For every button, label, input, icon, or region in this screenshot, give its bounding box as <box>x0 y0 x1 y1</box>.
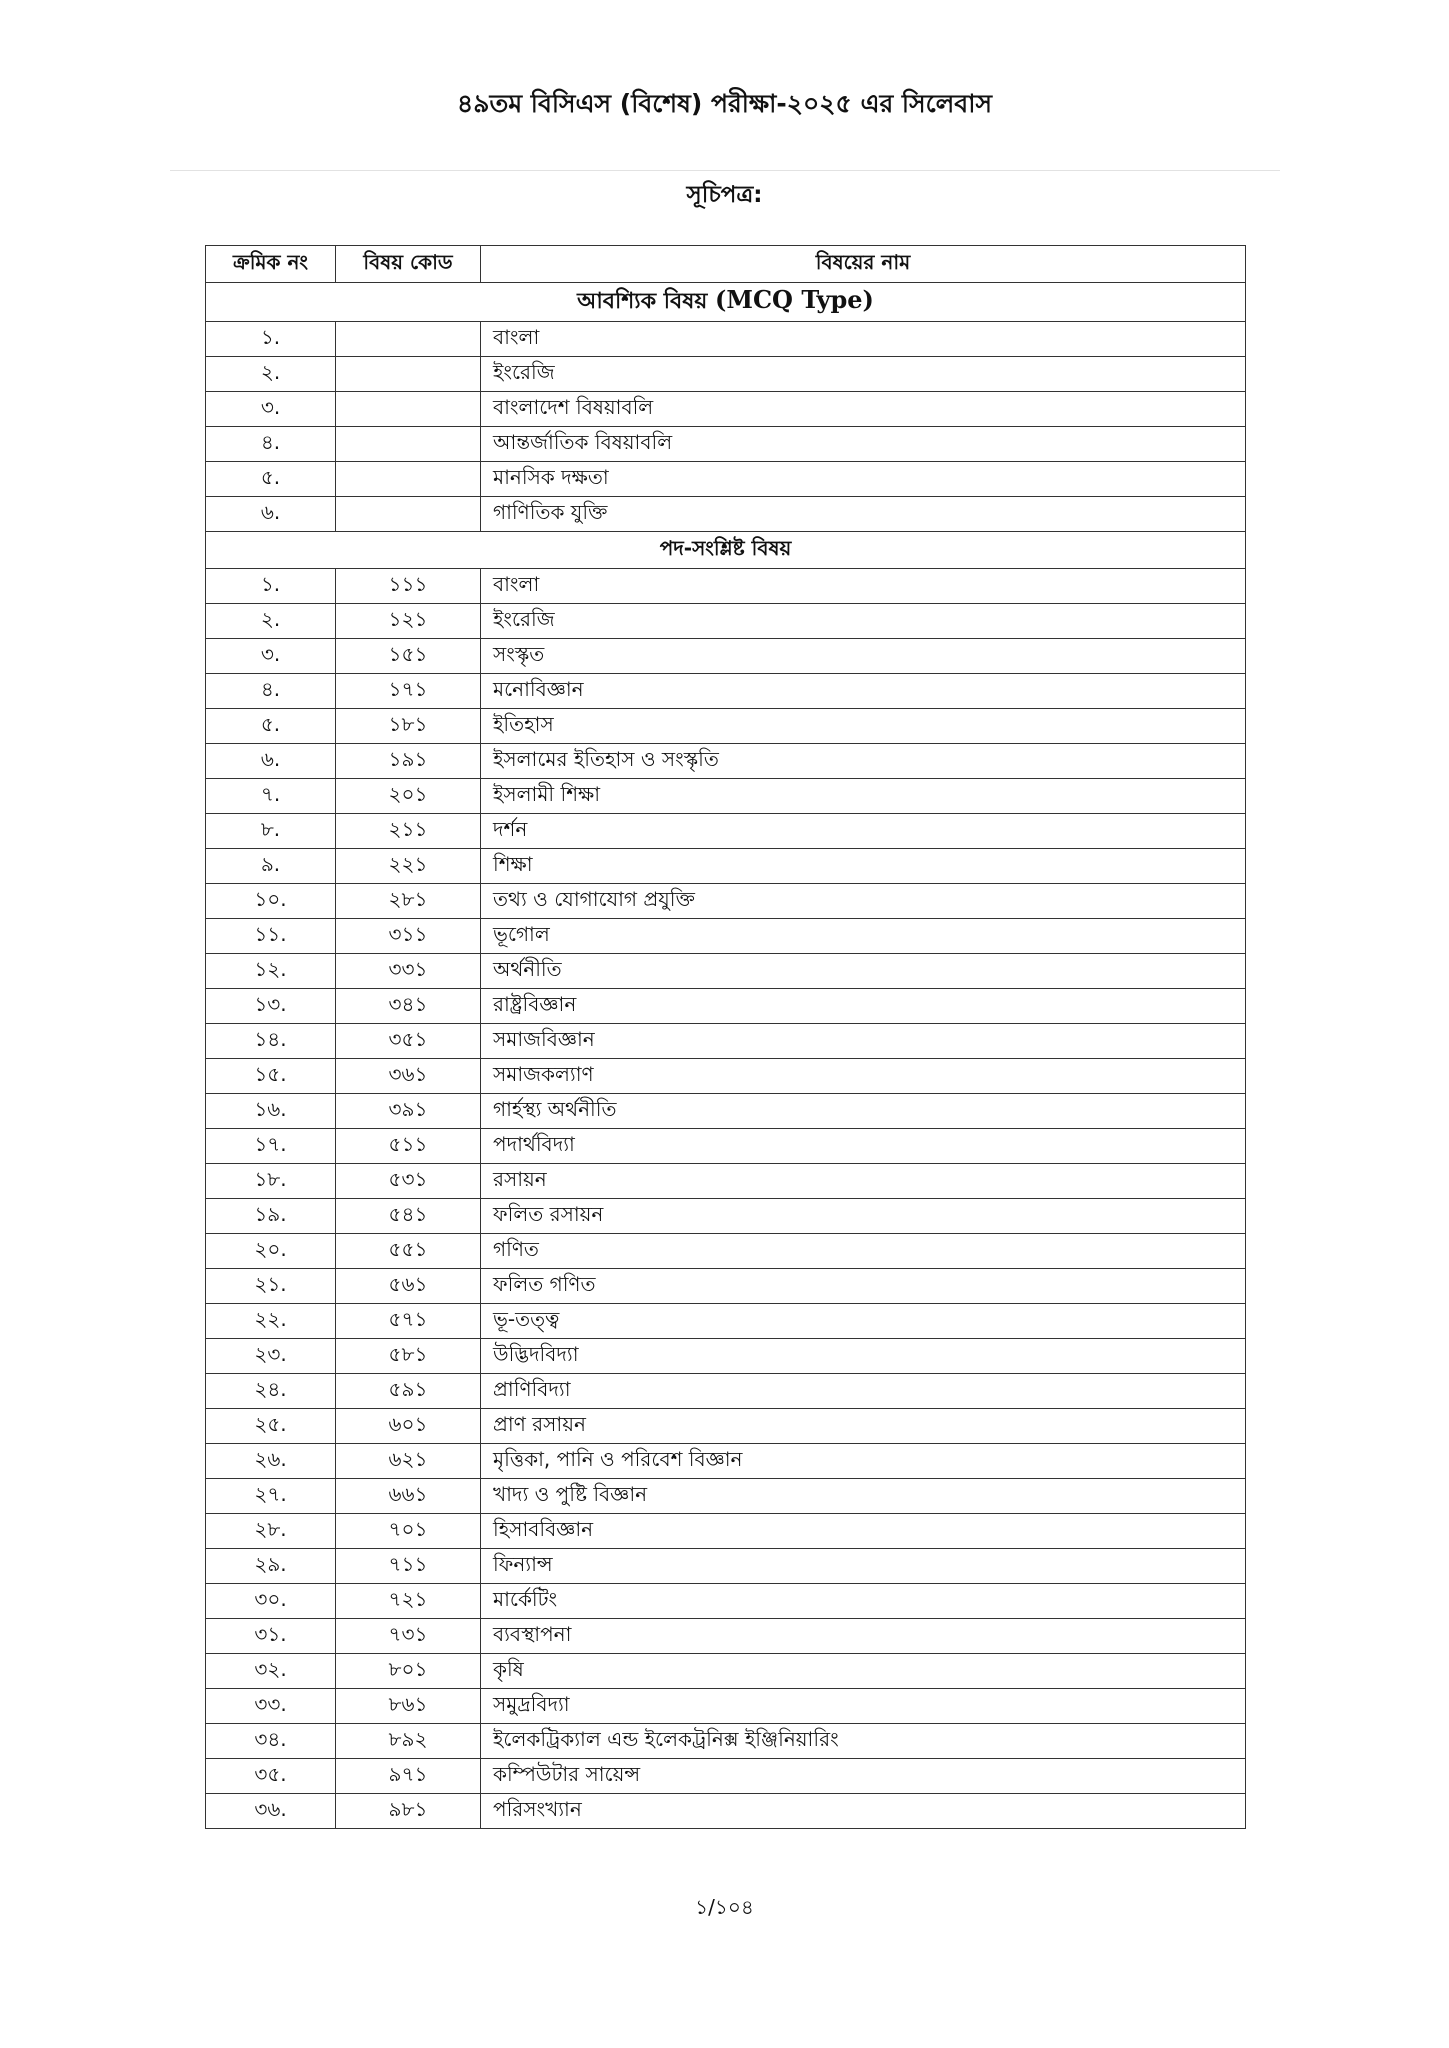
serial-cell: ২২. <box>206 1304 336 1339</box>
subject-name-cell: প্রাণ রসায়ন <box>481 1409 1246 1444</box>
subject-name-cell: বাংলা <box>481 322 1246 357</box>
serial-cell: ৩৬. <box>206 1794 336 1829</box>
subject-name-cell: খাদ্য ও পুষ্টি বিজ্ঞান <box>481 1479 1246 1514</box>
table-row <box>206 989 1246 1024</box>
table-row <box>206 1339 1246 1374</box>
table-row <box>206 1059 1246 1094</box>
code-cell: ১৯১ <box>336 744 481 779</box>
serial-cell: ৬. <box>206 744 336 779</box>
serial-cell: ৬. <box>206 497 336 532</box>
subject-name-cell: শিক্ষা <box>481 849 1246 884</box>
serial-cell: ৪. <box>206 427 336 462</box>
subject-name-cell: সমাজবিজ্ঞান <box>481 1024 1246 1059</box>
subject-name-cell: রাষ্ট্রবিজ্ঞান <box>481 989 1246 1024</box>
column-header-code: বিষয় কোড <box>336 246 481 283</box>
subject-name-cell: অর্থনীতি <box>481 954 1246 989</box>
serial-cell: ১৬. <box>206 1094 336 1129</box>
table-row <box>206 427 1246 462</box>
table-row <box>206 1794 1246 1829</box>
subject-name-cell: ইংরেজি <box>481 357 1246 392</box>
table-row <box>206 604 1246 639</box>
code-cell: ১২১ <box>336 604 481 639</box>
code-cell: ৩৯১ <box>336 1094 481 1129</box>
section-title <box>206 532 1246 569</box>
serial-cell: ২৬. <box>206 1444 336 1479</box>
serial-cell: ১৫. <box>206 1059 336 1094</box>
serial-cell: ৩. <box>206 392 336 427</box>
subject-name-cell: ইসলামী শিক্ষা <box>481 779 1246 814</box>
serial-cell: ১১. <box>206 919 336 954</box>
serial-cell: ৪. <box>206 674 336 709</box>
serial-cell: ২. <box>206 604 336 639</box>
table-row <box>206 1129 1246 1164</box>
subject-name-cell: মৃত্তিকা, পানি ও পরিবেশ বিজ্ঞান <box>481 1444 1246 1479</box>
section-title <box>206 283 1246 322</box>
table-row <box>206 919 1246 954</box>
code-cell: ৫৭১ <box>336 1304 481 1339</box>
serial-cell: ১৩. <box>206 989 336 1024</box>
serial-cell: ৩২. <box>206 1654 336 1689</box>
section-title-bn: পদ-সংশ্লিষ্ট বিষয় <box>659 535 792 560</box>
subject-name-cell: ব্যবস্থাপনা <box>481 1619 1246 1654</box>
table-row <box>206 1514 1246 1549</box>
section-header-row <box>206 532 1246 569</box>
subject-name-cell: পদার্থবিদ্যা <box>481 1129 1246 1164</box>
subject-name-cell: বাংলা <box>481 569 1246 604</box>
code-cell: ৫৫১ <box>336 1234 481 1269</box>
code-cell: ৩৪১ <box>336 989 481 1024</box>
table-row <box>206 1724 1246 1759</box>
serial-cell: ৭. <box>206 779 336 814</box>
code-cell: ৯৮১ <box>336 1794 481 1829</box>
subject-name-cell: সমুদ্রবিদ্যা <box>481 1689 1246 1724</box>
code-cell: ৬০১ <box>336 1409 481 1444</box>
header-divider <box>170 170 1280 171</box>
serial-cell: ২৩. <box>206 1339 336 1374</box>
column-header-serial: ক্রমিক নং <box>206 246 336 283</box>
table-row <box>206 849 1246 884</box>
table-row <box>206 709 1246 744</box>
serial-cell: ৫. <box>206 462 336 497</box>
code-cell <box>336 427 481 462</box>
serial-cell: ৩৩. <box>206 1689 336 1724</box>
subject-name-cell: কম্পিউটার সায়েন্স <box>481 1759 1246 1794</box>
serial-cell: ৮. <box>206 814 336 849</box>
subject-name-cell: ফলিত রসায়ন <box>481 1199 1246 1234</box>
table-row <box>206 1234 1246 1269</box>
code-cell: ৫৪১ <box>336 1199 481 1234</box>
subject-name-cell: গার্হস্থ্য অর্থনীতি <box>481 1094 1246 1129</box>
table-row <box>206 1619 1246 1654</box>
table-body <box>206 283 1246 1829</box>
subject-name-cell: ইতিহাস <box>481 709 1246 744</box>
table-row <box>206 1689 1246 1724</box>
table-row <box>206 884 1246 919</box>
code-cell: ২৮১ <box>336 884 481 919</box>
subject-name-cell: হিসাববিজ্ঞান <box>481 1514 1246 1549</box>
subject-name-cell: তথ্য ও যোগাযোগ প্রযুক্তি <box>481 884 1246 919</box>
code-cell <box>336 462 481 497</box>
table-row <box>206 1479 1246 1514</box>
table-row <box>206 1094 1246 1129</box>
serial-cell: ১৮. <box>206 1164 336 1199</box>
table-row <box>206 569 1246 604</box>
code-cell <box>336 392 481 427</box>
table-row <box>206 357 1246 392</box>
subject-name-cell: সমাজকল্যাণ <box>481 1059 1246 1094</box>
code-cell: ১১১ <box>336 569 481 604</box>
table-row <box>206 674 1246 709</box>
subject-name-cell: পরিসংখ্যান <box>481 1794 1246 1829</box>
code-cell: ৩৬১ <box>336 1059 481 1094</box>
serial-cell: ৩৪. <box>206 1724 336 1759</box>
section-title-bn: আবশ্যিক বিষয় <box>577 288 716 314</box>
serial-cell: ২৯. <box>206 1549 336 1584</box>
subject-name-cell: মানসিক দক্ষতা <box>481 462 1246 497</box>
toc-heading: সূচিপত্র: <box>686 182 763 208</box>
table-row <box>206 1409 1246 1444</box>
serial-cell: ১. <box>206 322 336 357</box>
table-row <box>206 497 1246 532</box>
code-cell <box>336 322 481 357</box>
subject-name-cell: ফলিত গণিত <box>481 1269 1246 1304</box>
subject-name-cell: রসায়ন <box>481 1164 1246 1199</box>
serial-cell: ৩০. <box>206 1584 336 1619</box>
serial-cell: ১৭. <box>206 1129 336 1164</box>
code-cell: ৮৬১ <box>336 1689 481 1724</box>
serial-cell: ১৯. <box>206 1199 336 1234</box>
table-row <box>206 1549 1246 1584</box>
subject-name-cell: ইলেকট্রিক্যাল এন্ড ইলেকট্রনিক্স ইঞ্জিনিয়ারিং <box>481 1724 1246 1759</box>
code-cell: ৮৯২ <box>336 1724 481 1759</box>
subject-name-cell: আন্তর্জাতিক বিষয়াবলি <box>481 427 1246 462</box>
code-cell: ৫৩১ <box>336 1164 481 1199</box>
serial-cell: ২৭. <box>206 1479 336 1514</box>
table-row <box>206 954 1246 989</box>
subject-name-cell: গাণিতিক যুক্তি <box>481 497 1246 532</box>
subject-name-cell: উদ্ভিদবিদ্যা <box>481 1339 1246 1374</box>
code-cell: ৭৩১ <box>336 1619 481 1654</box>
code-cell <box>336 497 481 532</box>
subject-name-cell: মনোবিজ্ঞান <box>481 674 1246 709</box>
code-cell: ১৭১ <box>336 674 481 709</box>
serial-cell: ১২. <box>206 954 336 989</box>
serial-cell: ২৪. <box>206 1374 336 1409</box>
table-row <box>206 779 1246 814</box>
table-row <box>206 1024 1246 1059</box>
section-title-en: (MCQ Type) <box>715 284 874 314</box>
table-row <box>206 1444 1246 1479</box>
subject-name-cell: ইসলামের ইতিহাস ও সংস্কৃতি <box>481 744 1246 779</box>
code-cell: ২২১ <box>336 849 481 884</box>
code-cell: ২০১ <box>336 779 481 814</box>
serial-cell: ১০. <box>206 884 336 919</box>
code-cell: ৬২১ <box>336 1444 481 1479</box>
code-cell <box>336 357 481 392</box>
code-cell: ৩৩১ <box>336 954 481 989</box>
code-cell: ৯৭১ <box>336 1759 481 1794</box>
code-cell: ৭২১ <box>336 1584 481 1619</box>
serial-cell: ৩১. <box>206 1619 336 1654</box>
table-row <box>206 392 1246 427</box>
document-title: ৪৯তম বিসিএস (বিশেষ) পরীক্ষা-২০২৫ এর সিলেবাস <box>457 89 992 118</box>
subject-name-cell: কৃষি <box>481 1654 1246 1689</box>
subject-name-cell: ভূ-তত্ত্ব <box>481 1304 1246 1339</box>
column-header-name: বিষয়ের নাম <box>481 246 1246 283</box>
table-row <box>206 1164 1246 1199</box>
section-header-row <box>206 283 1246 322</box>
code-cell: ৭০১ <box>336 1514 481 1549</box>
subject-name-cell: ফিন্যান্স <box>481 1549 1246 1584</box>
code-cell: ৮০১ <box>336 1654 481 1689</box>
serial-cell: ২. <box>206 357 336 392</box>
subject-name-cell: ভূগোল <box>481 919 1246 954</box>
code-cell: ১৫১ <box>336 639 481 674</box>
serial-cell: ২৫. <box>206 1409 336 1444</box>
code-cell: ৫৬১ <box>336 1269 481 1304</box>
serial-cell: ২৮. <box>206 1514 336 1549</box>
code-cell: ৫৮১ <box>336 1339 481 1374</box>
subject-name-cell: ইংরেজি <box>481 604 1246 639</box>
table-row <box>206 1654 1246 1689</box>
subject-name-cell: মার্কেটিং <box>481 1584 1246 1619</box>
table-row <box>206 1374 1246 1409</box>
table-header-row <box>206 246 1246 283</box>
serial-cell: ২০. <box>206 1234 336 1269</box>
serial-cell: ১৪. <box>206 1024 336 1059</box>
table-row <box>206 1304 1246 1339</box>
subject-name-cell: সংস্কৃত <box>481 639 1246 674</box>
table-row <box>206 322 1246 357</box>
code-cell: ১৮১ <box>336 709 481 744</box>
serial-cell: ১. <box>206 569 336 604</box>
code-cell: ৫১১ <box>336 1129 481 1164</box>
code-cell: ৩৫১ <box>336 1024 481 1059</box>
serial-cell: ৩৫. <box>206 1759 336 1794</box>
serial-cell: ৫. <box>206 709 336 744</box>
table-row <box>206 814 1246 849</box>
subject-name-cell: দর্শন <box>481 814 1246 849</box>
subject-name-cell: গণিত <box>481 1234 1246 1269</box>
table-row <box>206 639 1246 674</box>
table-row <box>206 744 1246 779</box>
table-row <box>206 1584 1246 1619</box>
subject-name-cell: বাংলাদেশ বিষয়াবলি <box>481 392 1246 427</box>
table-row <box>206 1199 1246 1234</box>
serial-cell: ৯. <box>206 849 336 884</box>
syllabus-table <box>205 245 1246 1829</box>
code-cell: ২১১ <box>336 814 481 849</box>
code-cell: ৫৯১ <box>336 1374 481 1409</box>
serial-cell: ৩. <box>206 639 336 674</box>
table-row <box>206 462 1246 497</box>
code-cell: ৬৬১ <box>336 1479 481 1514</box>
subject-name-cell: প্রাণিবিদ্যা <box>481 1374 1246 1409</box>
table-row <box>206 1269 1246 1304</box>
table-row <box>206 1759 1246 1794</box>
page-number: ১/১০৪ <box>695 1895 754 1919</box>
serial-cell: ২১. <box>206 1269 336 1304</box>
code-cell: ৩১১ <box>336 919 481 954</box>
code-cell: ৭১১ <box>336 1549 481 1584</box>
